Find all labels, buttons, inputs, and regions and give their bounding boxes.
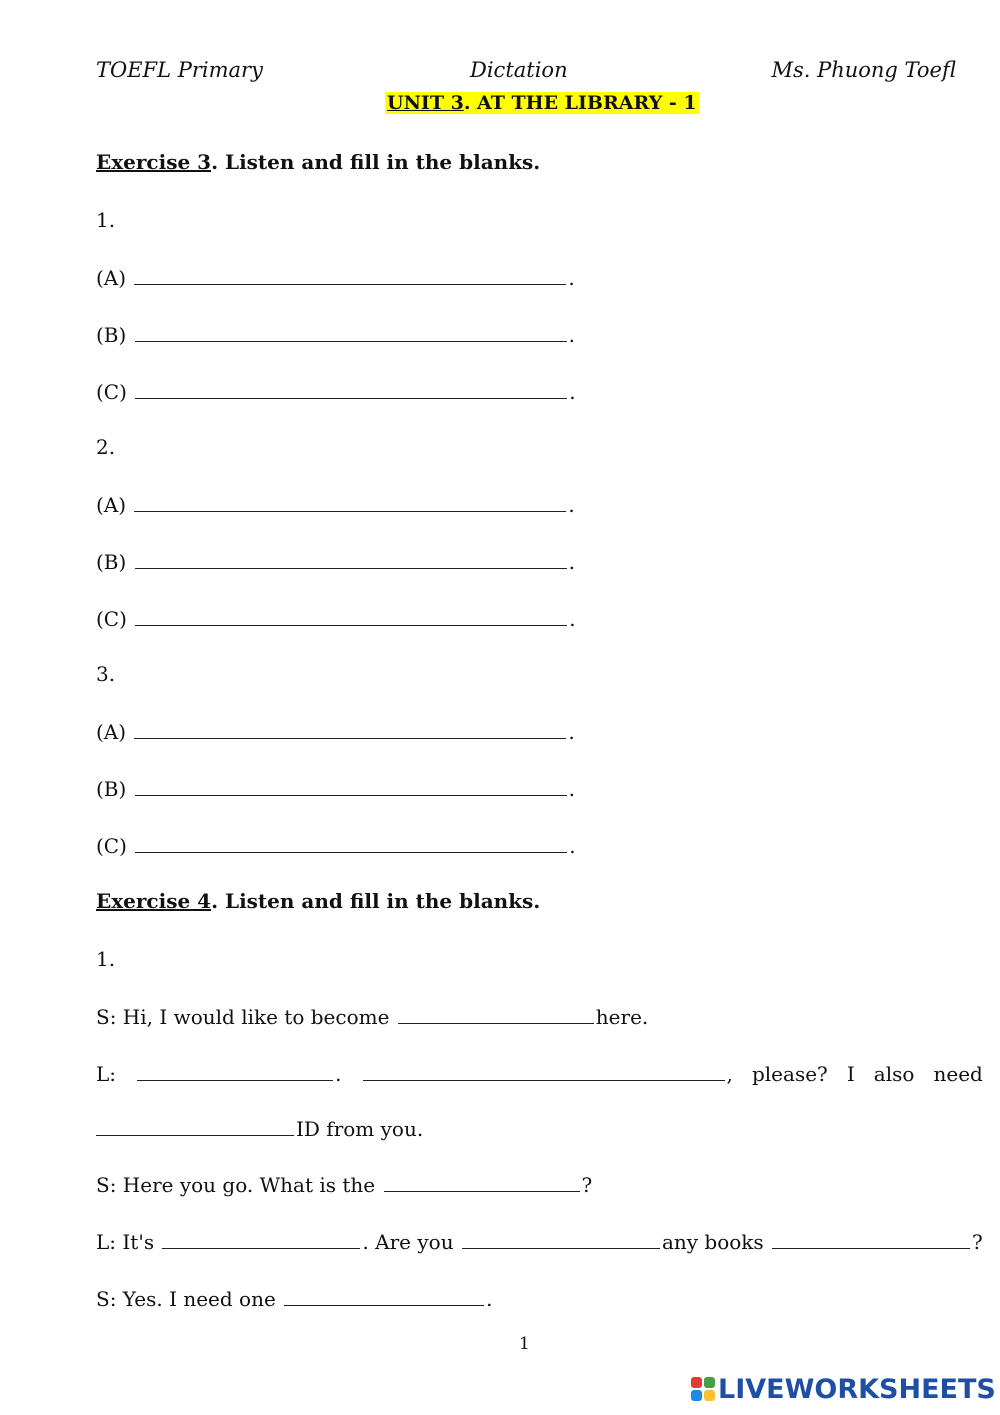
question-number: 1. [96, 947, 116, 971]
dialogue-line [96, 1004, 648, 1029]
question-number: 2. [96, 435, 116, 459]
answer-blank[interactable] [134, 719, 566, 739]
end-mark: . [568, 266, 575, 290]
dialogue-text: here. [595, 1005, 649, 1029]
dialogue-text: ID from you. [296, 1117, 424, 1141]
exercise-4-instruction: . Listen and fill in the blanks. [211, 889, 541, 913]
exercise-3-instruction: . Listen and fill in the blanks. [211, 150, 541, 174]
answer-blank[interactable] [135, 549, 567, 569]
dialogue-text: S: Yes. I need one [96, 1287, 276, 1311]
answer-blank[interactable] [363, 1061, 725, 1081]
unit-name: . AT THE LIBRARY - 1 [463, 92, 697, 114]
option-label: (C) [96, 834, 127, 858]
page-number: 1 [519, 1334, 530, 1354]
answer-line [96, 379, 576, 404]
exercise-4-heading [96, 889, 540, 913]
dialogue-text: . [335, 1062, 342, 1086]
answer-line [96, 492, 575, 517]
answer-blank[interactable] [284, 1286, 484, 1306]
answer-line [96, 322, 575, 347]
dialogue-line [96, 1061, 983, 1086]
header-course: TOEFL Primary [96, 58, 263, 82]
unit-title [385, 92, 699, 114]
option-label: (B) [96, 550, 127, 574]
dialogue-text: please? I also need [751, 1062, 983, 1086]
answer-line [96, 606, 576, 631]
dialogue-text: . [486, 1287, 493, 1311]
answer-line [96, 833, 576, 858]
answer-blank[interactable] [135, 379, 567, 399]
brand-name: LIVEWORKSHEETS [718, 1373, 996, 1405]
option-label: (A) [96, 720, 127, 744]
dialogue-text: . Are you [362, 1230, 454, 1254]
dialogue-text: ? [972, 1230, 983, 1254]
answer-blank[interactable] [162, 1229, 360, 1249]
answer-blank[interactable] [135, 833, 567, 853]
header-teacher: Ms. Phuong Toefl [771, 58, 956, 82]
dialogue-text: any books [661, 1230, 764, 1254]
exercise-4-label: Exercise 4 [96, 889, 212, 913]
end-mark: . [568, 777, 576, 801]
end-mark: . [568, 323, 576, 347]
question-number: 3. [96, 662, 116, 686]
end-mark: . [568, 493, 575, 517]
answer-blank[interactable] [134, 492, 566, 512]
option-label: (A) [96, 493, 127, 517]
answer-blank[interactable] [134, 265, 566, 285]
answer-blank[interactable] [384, 1172, 580, 1192]
option-label: (B) [96, 777, 127, 801]
exercise-3-label: Exercise 3 [96, 150, 212, 174]
answer-blank[interactable] [137, 1061, 333, 1081]
end-mark: . [569, 380, 576, 404]
answer-blank[interactable] [135, 322, 567, 342]
dialogue-line [96, 1286, 493, 1311]
dialogue-text: L: [96, 1062, 117, 1086]
dialogue-text: S: Here you go. What is the [96, 1173, 376, 1197]
answer-line [96, 776, 575, 801]
page-header [96, 58, 956, 88]
answer-blank[interactable] [398, 1004, 594, 1024]
answer-blank[interactable] [135, 776, 567, 796]
answer-blank[interactable] [462, 1229, 660, 1249]
end-mark: . [569, 834, 576, 858]
dialogue-text: , [726, 1062, 733, 1086]
dialogue-text: ? [581, 1173, 593, 1197]
option-label: (C) [96, 380, 127, 404]
liveworksheets-brand [691, 1374, 996, 1404]
dialogue-line [96, 1229, 983, 1254]
answer-blank[interactable] [135, 606, 567, 626]
dialogue-text: L: It's [96, 1230, 155, 1254]
unit-number: UNIT 3 [387, 92, 464, 114]
answer-blank[interactable] [772, 1229, 970, 1249]
answer-line [96, 265, 575, 290]
answer-line [96, 549, 575, 574]
question-number: 1. [96, 208, 116, 232]
option-label: (A) [96, 266, 127, 290]
exercise-3-heading [96, 150, 540, 174]
end-mark: . [568, 720, 575, 744]
dialogue-line [96, 1172, 592, 1197]
option-label: (B) [96, 323, 127, 347]
end-mark: . [569, 607, 576, 631]
dialogue-line [96, 1116, 423, 1141]
liveworksheets-logo-icon [691, 1377, 715, 1401]
dialogue-text: S: Hi, I would like to become [96, 1005, 390, 1029]
header-activity: Dictation [470, 58, 568, 82]
answer-line [96, 719, 575, 744]
end-mark: . [568, 550, 576, 574]
answer-blank[interactable] [96, 1116, 294, 1136]
option-label: (C) [96, 607, 127, 631]
